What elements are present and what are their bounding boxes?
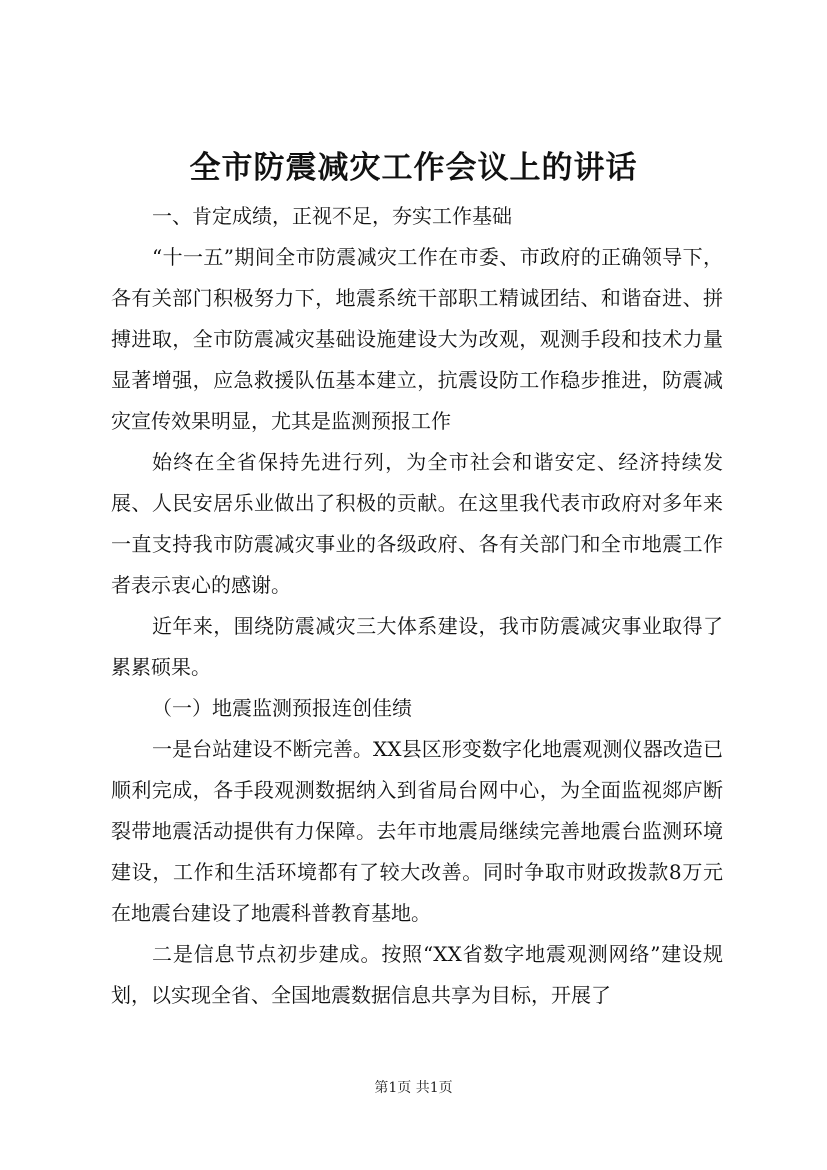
- document-title: 全市防震减灾工作会议上的讲话: [189, 150, 638, 186]
- page-number-footer: 第1页 共1页: [374, 1080, 453, 1096]
- document-body: [111, 196, 723, 1016]
- section-heading: 一、肯定成绩，正视不足，夯实工作基础: [152, 204, 512, 228]
- body-paragraph: 一是台站建设不断完善。XX县区形变数字化地震观测仪器改造已顺利完成，各手段观测数据纳入到省局台网中心，为全面监视郯庐断裂带地震活动提供有力保障。去年市地震局继续完善地震台监测环境建设，工作和生活环境都有了较大改善。同时争取市财政拨款8万元在地震台建设了地震科普教育基地。: [111, 737, 723, 925]
- subsection-heading: （一）地震监测预报连创佳绩: [152, 696, 412, 720]
- body-paragraph: “十一五”期间全市防震减灾工作在市委、市政府的正确领导下，各有关部门积极努力下，地震系统干部职工精诚团结、和谐奋进、拼搏进取，全市防震减灾基础设施建设大为改观，观测手段和技术力量显著增强，应急救援队伍基本建立，抗震设防工作稳步推进，防震减灾宣传效果明显，尤其是监测预报工作: [111, 245, 723, 433]
- body-paragraph: 近年来，围绕防震减灾三大体系建设，我市防震减灾事业取得了累累硕果。: [111, 614, 723, 679]
- body-paragraph: 始终在全省保持先进行列，为全市社会和谐安定、经济持续发展、人民安居乐业做出了积极的贡献。在这里我代表市政府对多年来一直支持我市防震减灾事业的各级政府、各有关部门和全市地震工作者表示衷心的感谢。: [111, 450, 723, 597]
- body-paragraph: 二是信息节点初步建成。按照“XX省数字地震观测网络”建设规划，以实现全省、全国地震数据信息共享为目标，开展了: [111, 942, 723, 1007]
